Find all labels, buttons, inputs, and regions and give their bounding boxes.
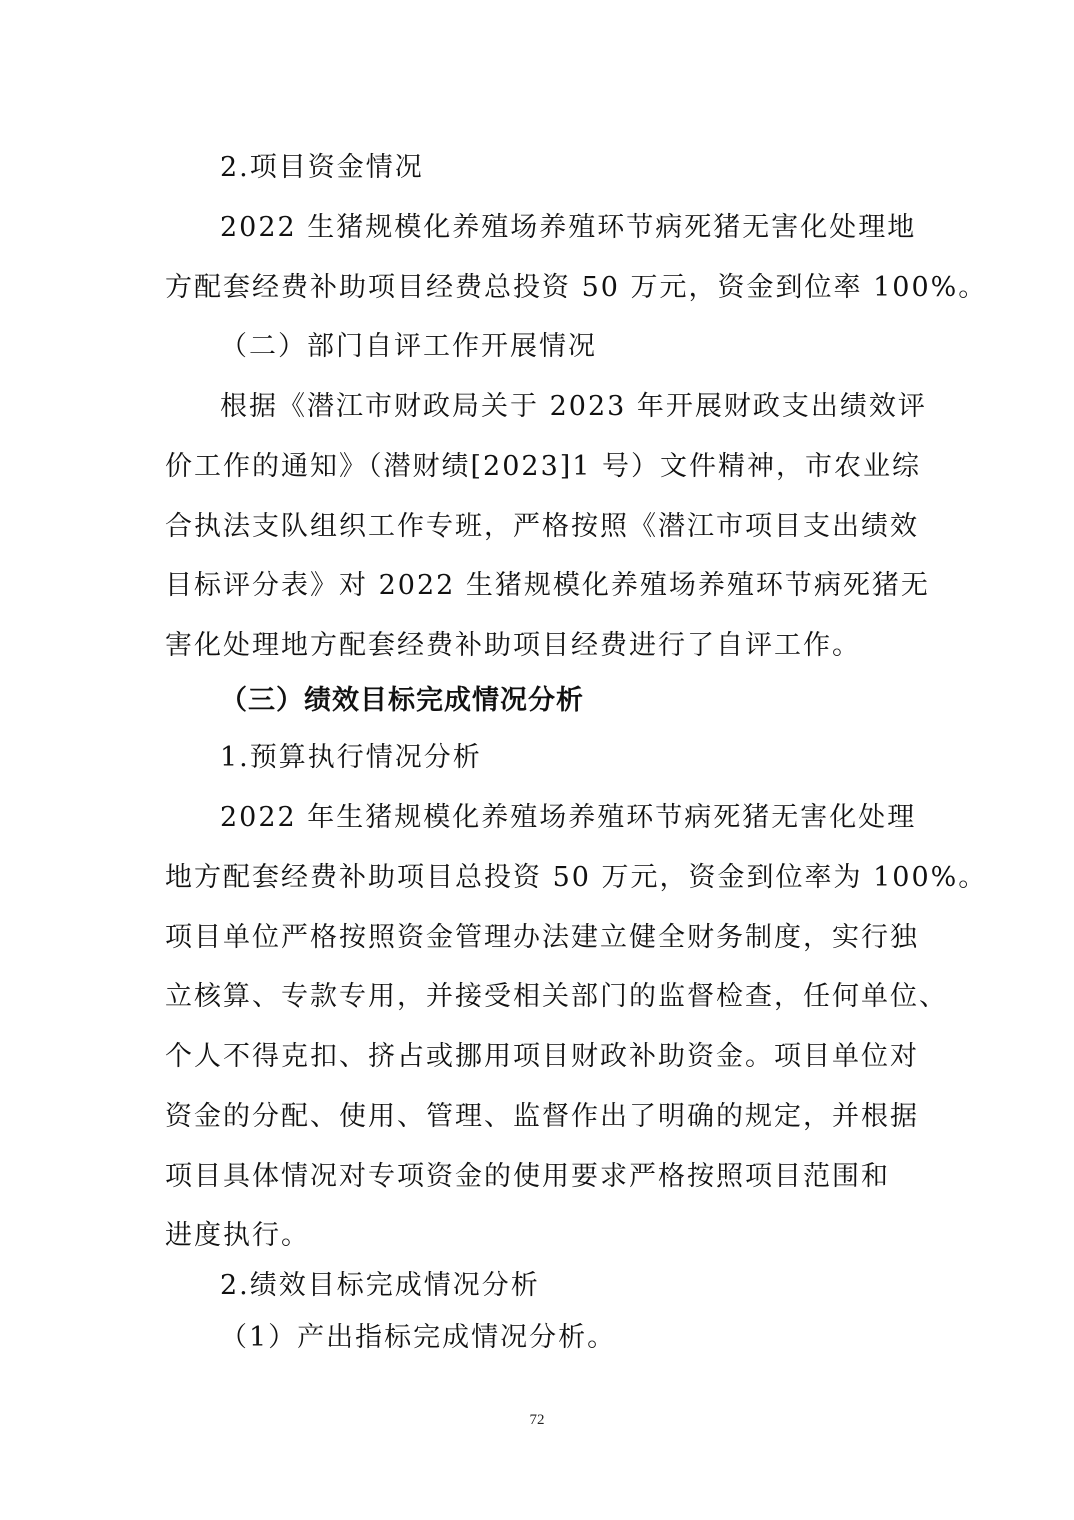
paragraph-line: 目标评分表》对 2022 生猪规模化养殖场养殖环节病死猪无 xyxy=(165,570,930,601)
section-heading-self-evaluation: （二）部门自评工作开展情况 xyxy=(220,331,597,362)
paragraph-line: 害化处理地方配套经费补助项目经费进行了自评工作。 xyxy=(165,630,861,661)
subheading-output-indicators: （1）产出指标完成情况分析。 xyxy=(220,1322,617,1353)
page-number: 72 xyxy=(529,1412,545,1428)
paragraph-line: 价工作的通知》（潜财绩[2023]1 号）文件精神，市农业综 xyxy=(165,451,922,482)
subheading-budget: 1.预算执行情况分析 xyxy=(220,742,482,773)
paragraph-line: 2022 生猪规模化养殖场养殖环节病死猪无害化处理地 xyxy=(220,212,917,243)
paragraph-line: 个人不得克扣、挤占或挪用项目财政补助资金。项目单位对 xyxy=(165,1041,919,1072)
paragraph-line: 项目单位严格按照资金管理办法建立健全财务制度，实行独 xyxy=(165,922,919,953)
subheading-performance-goals: 2.绩效目标完成情况分析 xyxy=(220,1270,540,1301)
paragraph-line: 进度执行。 xyxy=(165,1220,310,1251)
section-heading-performance: （三）绩效目标完成情况分析 xyxy=(220,685,584,716)
paragraph-line: 资金的分配、使用、管理、监督作出了明确的规定，并根据 xyxy=(165,1101,919,1132)
paragraph-line: 根据《潜江市财政局关于 2023 年开展财政支出绩效评 xyxy=(220,391,927,422)
paragraph-line: 合执法支队组织工作专班，严格按照《潜江市项目支出绩效 xyxy=(165,511,919,542)
paragraph-line: 立核算、专款专用，并接受相关部门的监督检查，任何单位、 xyxy=(165,981,948,1012)
subheading-funding: 2.项目资金情况 xyxy=(220,152,424,183)
paragraph-line: 项目具体情况对专项资金的使用要求严格按照项目范围和 xyxy=(165,1161,890,1192)
paragraph-line: 方配套经费补助项目经费总投资 50 万元，资金到位率 100%。 xyxy=(165,272,988,303)
paragraph-line: 地方配套经费补助项目总投资 50 万元，资金到位率为 100%。 xyxy=(165,862,988,893)
paragraph-line: 2022 年生猪规模化养殖场养殖环节病死猪无害化处理 xyxy=(220,802,917,833)
